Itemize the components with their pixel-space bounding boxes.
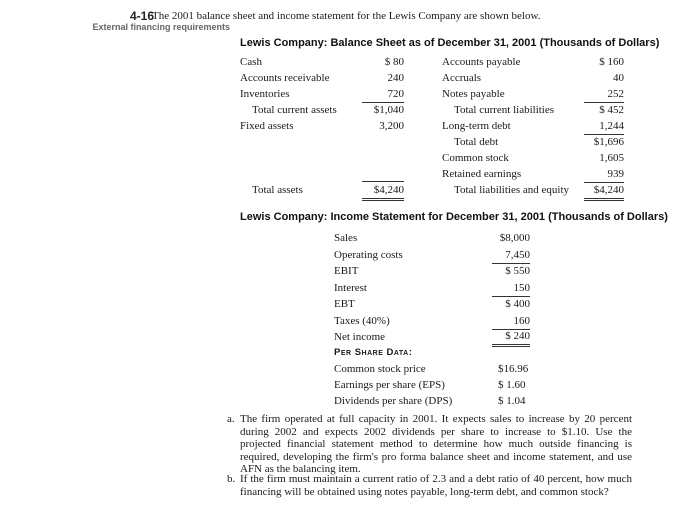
- is-row-label: Operating costs: [334, 249, 403, 261]
- bs-liability-label: Retained earnings: [442, 168, 522, 180]
- bs-liability-value: $1,696: [593, 136, 624, 148]
- per-share-label: Earnings per share (EPS): [334, 379, 445, 391]
- bs-asset-value: $1,040: [373, 104, 404, 116]
- bs-liability-value: $ 160: [599, 56, 624, 68]
- per-share-value: $16.96: [498, 363, 529, 375]
- per-share-label: Dividends per share (DPS): [334, 395, 453, 407]
- question-a-label: a.: [227, 413, 235, 425]
- bs-liability-label: Accruals: [442, 72, 482, 84]
- bs-liability-label: Total debt: [454, 136, 499, 148]
- bs-liability-value: 939: [584, 166, 624, 183]
- bs-liability-value: 1,605: [599, 152, 624, 164]
- question-b-text: If the firm must maintain a current ratio of 2.3 and a debt ratio of 40 percent, how much financing will be obtained using notes payable, long-term debt, and common stock?: [240, 473, 632, 498]
- bs-asset-label: Inventories: [240, 88, 290, 100]
- is-row-value: $ 550: [505, 265, 530, 277]
- problem-number: 4-16: [130, 9, 155, 23]
- bs-asset-value: $ 80: [384, 56, 404, 68]
- bs-liability-value: 40: [613, 72, 624, 84]
- is-row-value: 7,450: [492, 247, 530, 264]
- bs-liability-label: Long-term debt: [442, 120, 511, 132]
- bs-liability-value: 1,244: [584, 118, 624, 135]
- question-a: [227, 413, 632, 476]
- bs-total-assets-label: Total assets: [252, 184, 303, 196]
- is-row-label: Interest: [334, 282, 367, 294]
- problem-intro: The 2001 balance sheet and income statement for the Lewis Company are shown below.: [152, 10, 541, 22]
- bs-liability-label: Common stock: [442, 152, 509, 164]
- is-row-label: Net income: [334, 331, 386, 343]
- is-row-label: Sales: [334, 232, 358, 244]
- is-row-value: 160: [492, 313, 530, 330]
- is-row-value: $ 400: [505, 298, 530, 310]
- bs-liability-label: Total liabilities and equity: [454, 184, 570, 196]
- is-row-label: EBIT: [334, 265, 359, 277]
- per-share-value: $ 1.04: [498, 395, 526, 407]
- question-b-label: b.: [227, 473, 236, 485]
- bs-asset-label: Cash: [240, 56, 262, 68]
- income-statement-title: Lewis Company: Income Statement for December 31, 2001 (Thousands of Dollars): [240, 211, 668, 223]
- question-b: [227, 473, 632, 498]
- balance-sheet-title: Lewis Company: Balance Sheet as of December 31, 2001 (Thousands of Dollars): [240, 37, 660, 49]
- bs-total-assets-value: $4,240: [362, 181, 404, 201]
- bs-asset-label: Total current assets: [252, 104, 337, 116]
- is-row-label: Taxes (40%): [334, 315, 390, 327]
- is-row-value: $ 240: [492, 328, 530, 347]
- question-a-text: The firm operated at full capacity in 2001. It expects sales to increase by 20 percent during 2002 and expects 2002 dividends per share to increase to $1.10. Use the projected financial statement method to determine how much outside financing is required, developing the firm's pro forma balance sheet and income statement, and use AFN as the balancing item.: [240, 413, 632, 475]
- bs-liability-label: Total current liabilities: [454, 104, 555, 116]
- is-row-value: $8,000: [499, 232, 530, 244]
- bs-liability-value: 252: [584, 86, 624, 103]
- bs-asset-value: 3,200: [379, 120, 404, 132]
- bs-liability-label: Accounts payable: [442, 56, 521, 68]
- is-row-value: 150: [492, 280, 530, 297]
- per-share-label: Common stock price: [334, 363, 426, 375]
- bs-asset-label: Accounts receivable: [240, 72, 330, 84]
- is-row-label: EBT: [334, 298, 355, 310]
- per-share-heading: Per Share Data:: [334, 347, 413, 358]
- bs-liability-label: Notes payable: [442, 88, 505, 100]
- bs-asset-label: Fixed assets: [240, 120, 294, 132]
- bs-asset-value: 240: [387, 72, 404, 84]
- problem-topic-tag: External financing requirements: [92, 22, 230, 32]
- per-share-value: $ 1.60: [498, 379, 526, 391]
- bs-liability-value: $ 452: [599, 104, 624, 116]
- bs-liability-value: $4,240: [584, 182, 624, 201]
- bs-asset-value: 720: [362, 86, 404, 103]
